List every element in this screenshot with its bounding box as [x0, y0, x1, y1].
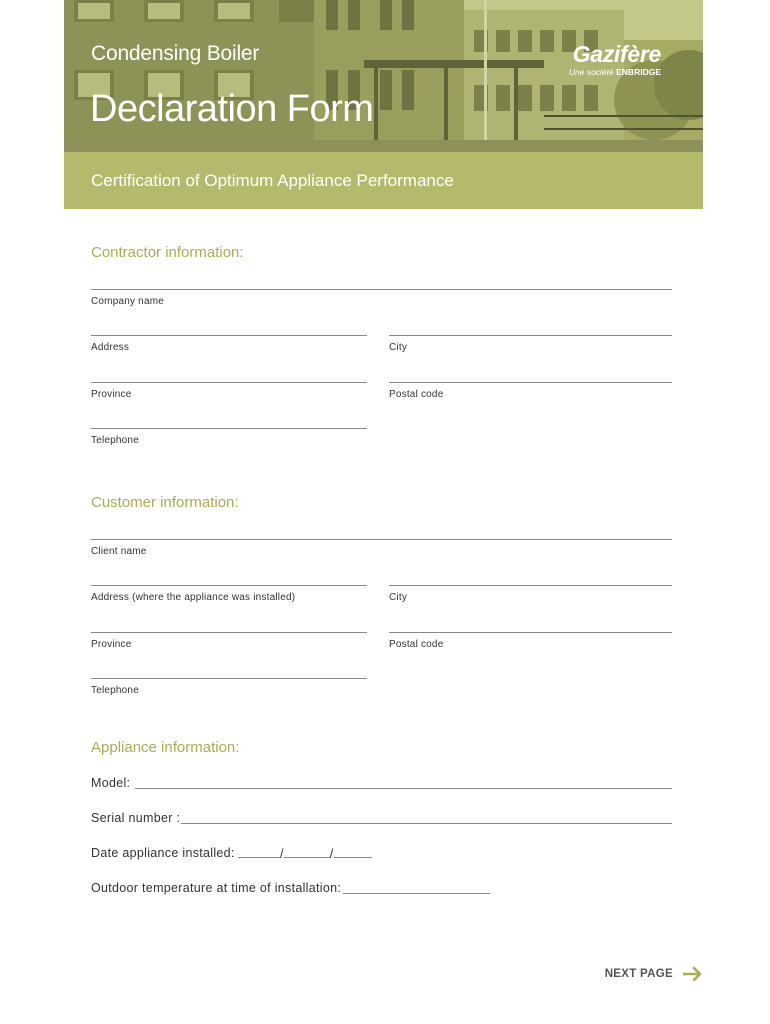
client-name-field[interactable]	[91, 539, 672, 540]
date-installed-field[interactable]	[238, 846, 372, 861]
customer-telephone-field[interactable]	[91, 678, 367, 679]
contractor-telephone-field[interactable]	[91, 428, 367, 429]
customer-section-title: Customer information:	[91, 494, 239, 511]
logo-name: Gazifère	[572, 41, 661, 67]
contractor-postal-field[interactable]	[389, 382, 672, 383]
serial-number-label: Serial number :	[91, 811, 181, 825]
serial-number-field[interactable]	[181, 823, 672, 824]
date-installed-label: Date appliance installed:	[91, 846, 235, 860]
contractor-address-label: Address	[91, 342, 130, 353]
logo-tagline-brand: ENBRIDGE	[616, 67, 661, 77]
logo-tagline-prefix: Une société	[568, 67, 614, 77]
customer-address-label: Address (where the appliance was installed)	[91, 592, 296, 603]
customer-postal-field[interactable]	[389, 632, 672, 633]
company-name-field[interactable]	[91, 289, 672, 290]
date-separator: /	[280, 847, 284, 861]
contractor-telephone-label: Telephone	[91, 435, 139, 446]
contractor-city-field[interactable]	[389, 335, 672, 336]
outdoor-temperature-field[interactable]	[343, 893, 490, 894]
date-day-field[interactable]	[238, 846, 280, 858]
customer-province-label: Province	[91, 639, 132, 650]
date-separator: /	[329, 847, 334, 861]
next-page-label: NEXT PAGE	[604, 968, 673, 981]
contractor-postal-label: Postal code	[389, 389, 444, 400]
header-photo	[64, 0, 703, 152]
company-name-label: Company name	[91, 296, 164, 307]
contractor-address-field[interactable]	[91, 335, 367, 336]
next-page-link[interactable]	[605, 966, 703, 982]
model-field[interactable]	[135, 788, 672, 789]
form-subtitle: Condensing Boiler	[91, 42, 260, 65]
arrow-right-icon	[683, 966, 703, 982]
contractor-city-label: City	[389, 342, 408, 353]
contractor-section-title: Contractor information:	[91, 244, 244, 261]
appliance-section-title: Appliance information:	[91, 739, 240, 756]
client-name-label: Client name	[91, 546, 147, 557]
customer-province-field[interactable]	[91, 632, 367, 633]
contractor-province-field[interactable]	[91, 382, 367, 383]
gazifere-logo	[569, 42, 661, 77]
contractor-province-label: Province	[91, 389, 132, 400]
date-year-field[interactable]	[334, 846, 372, 858]
model-label: Model:	[91, 776, 131, 790]
certification-band	[64, 152, 703, 209]
certification-title: Certification of Optimum Appliance Performance	[91, 171, 454, 190]
customer-address-field[interactable]	[91, 585, 367, 586]
form-page	[64, 0, 703, 1024]
customer-city-field[interactable]	[389, 585, 672, 586]
customer-postal-label: Postal code	[389, 639, 444, 650]
customer-city-label: City	[389, 592, 408, 603]
form-title: Declaration Form	[90, 88, 374, 130]
outdoor-temperature-label: Outdoor temperature at time of installation:	[91, 881, 342, 895]
customer-telephone-label: Telephone	[91, 685, 139, 696]
date-month-field[interactable]	[284, 846, 330, 858]
logo-tagline	[569, 67, 661, 77]
